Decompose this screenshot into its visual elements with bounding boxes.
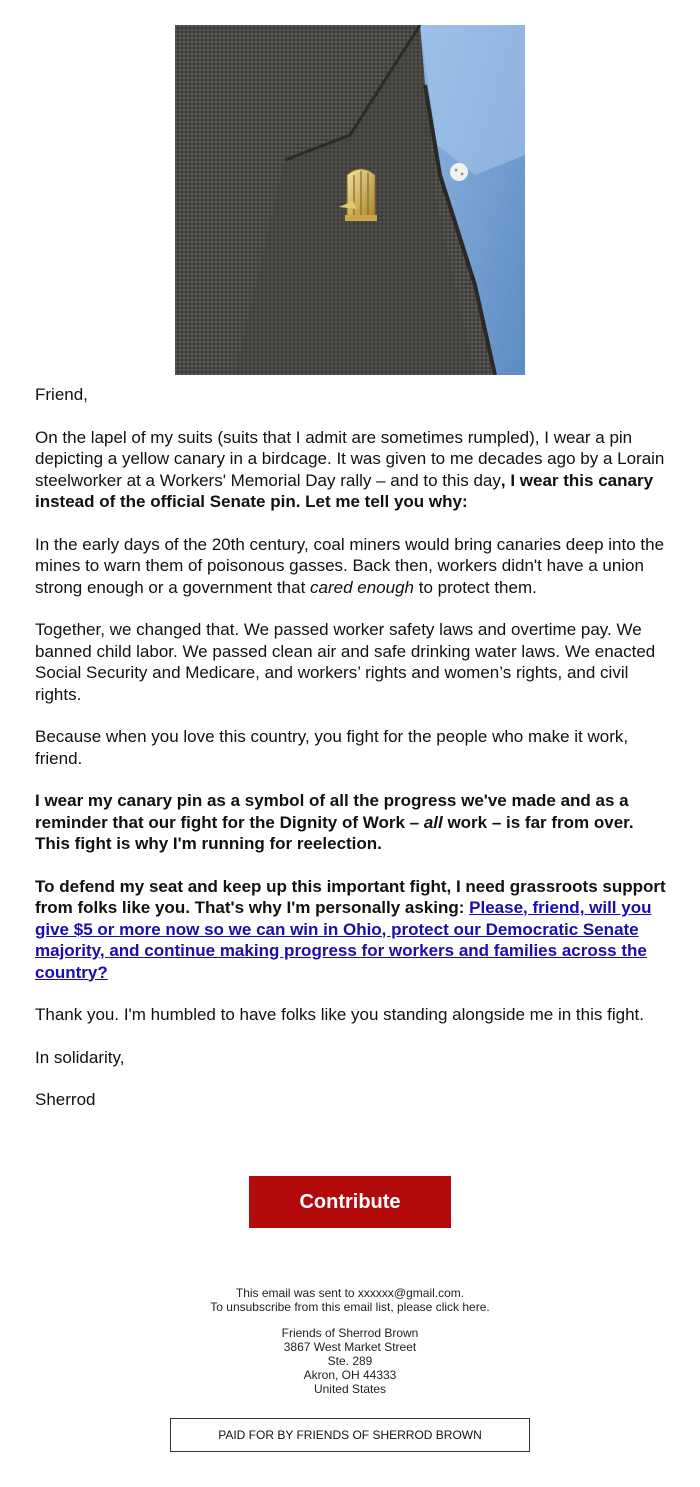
paragraph-love-country: Because when you love this country, you fight for the people who make it work, friend. bbox=[35, 727, 629, 768]
mailing-address bbox=[0, 1326, 700, 1396]
email-footer bbox=[0, 1286, 700, 1396]
paragraph-canary-pin: On the lapel of my suits (suits that I admit are sometimes rumpled), I wear a pin depicting a yellow canary in a birdcage. It was given to me decades ago by a Lorain steelworker at a Workers' Memorial Day rally – and to this day, I wear this canary instead of the official Senate pin. Let me tell you why: bbox=[35, 427, 665, 511]
signature: Sherrod bbox=[35, 1090, 96, 1109]
suite: Ste. 289 bbox=[327, 1354, 373, 1368]
sent-to-text: This email was sent to xxxxxx@gmail.com. bbox=[235, 1286, 465, 1300]
country: United States bbox=[313, 1382, 387, 1396]
paragraph-reelection: I wear my canary pin as a symbol of all the progress we've made and as a reminder that our fight for the Dignity of Work – all work – is far from over. This fight is why I'm running for reelection. bbox=[35, 791, 634, 853]
org-name: Friends of Sherrod Brown bbox=[281, 1326, 419, 1340]
paragraph-ask: To defend my seat and keep up this important fight, I need grassroots support from folks like you. That's why I'm personally asking: Please, friend, will you give $5 or more now so we can win in Ohio, protect our Democratic Senate majority, and continue making progress for workers and families across the country? bbox=[35, 876, 666, 982]
email-body bbox=[35, 384, 670, 1132]
paid-for-disclaimer: PAID FOR BY FRIENDS OF SHERROD BROWN bbox=[170, 1418, 530, 1452]
street-address: 3867 West Market Street bbox=[283, 1340, 417, 1354]
paragraph-progress: Together, we changed that. We passed worker safety laws and overtime pay. We banned child labor. We passed clean air and safe drinking water laws. We enacted Social Security and Medicare, and workers’ rights and women’s rights, and civil rights. bbox=[35, 620, 656, 704]
greeting: Friend, bbox=[35, 385, 88, 404]
hero-image bbox=[175, 25, 525, 375]
city-state-zip: Akron, OH 44333 bbox=[303, 1368, 397, 1382]
paragraph-coal-miners: In the early days of the 20th century, coal miners would bring canaries deep into the mines to warn them of poisonous gasses. Back then, workers didn't have a union strong enough or a government that cared enough to protect them. bbox=[35, 534, 665, 597]
unsubscribe-link[interactable]: To unsubscribe from this email list, please click here. bbox=[210, 1300, 490, 1314]
paragraph-thanks: Thank you. I'm humbled to have folks like you standing alongside me in this fight. bbox=[35, 1005, 644, 1024]
contribute-button[interactable]: Contribute bbox=[249, 1176, 451, 1228]
closing: In solidarity, bbox=[35, 1047, 125, 1067]
lapel-pin-photo bbox=[175, 25, 525, 375]
donate-link[interactable]: Please, friend, will you give $5 or more now so we can win in Ohio, protect our Democratic Senate majority, and continue making progress for workers and families across the country? bbox=[35, 898, 652, 982]
